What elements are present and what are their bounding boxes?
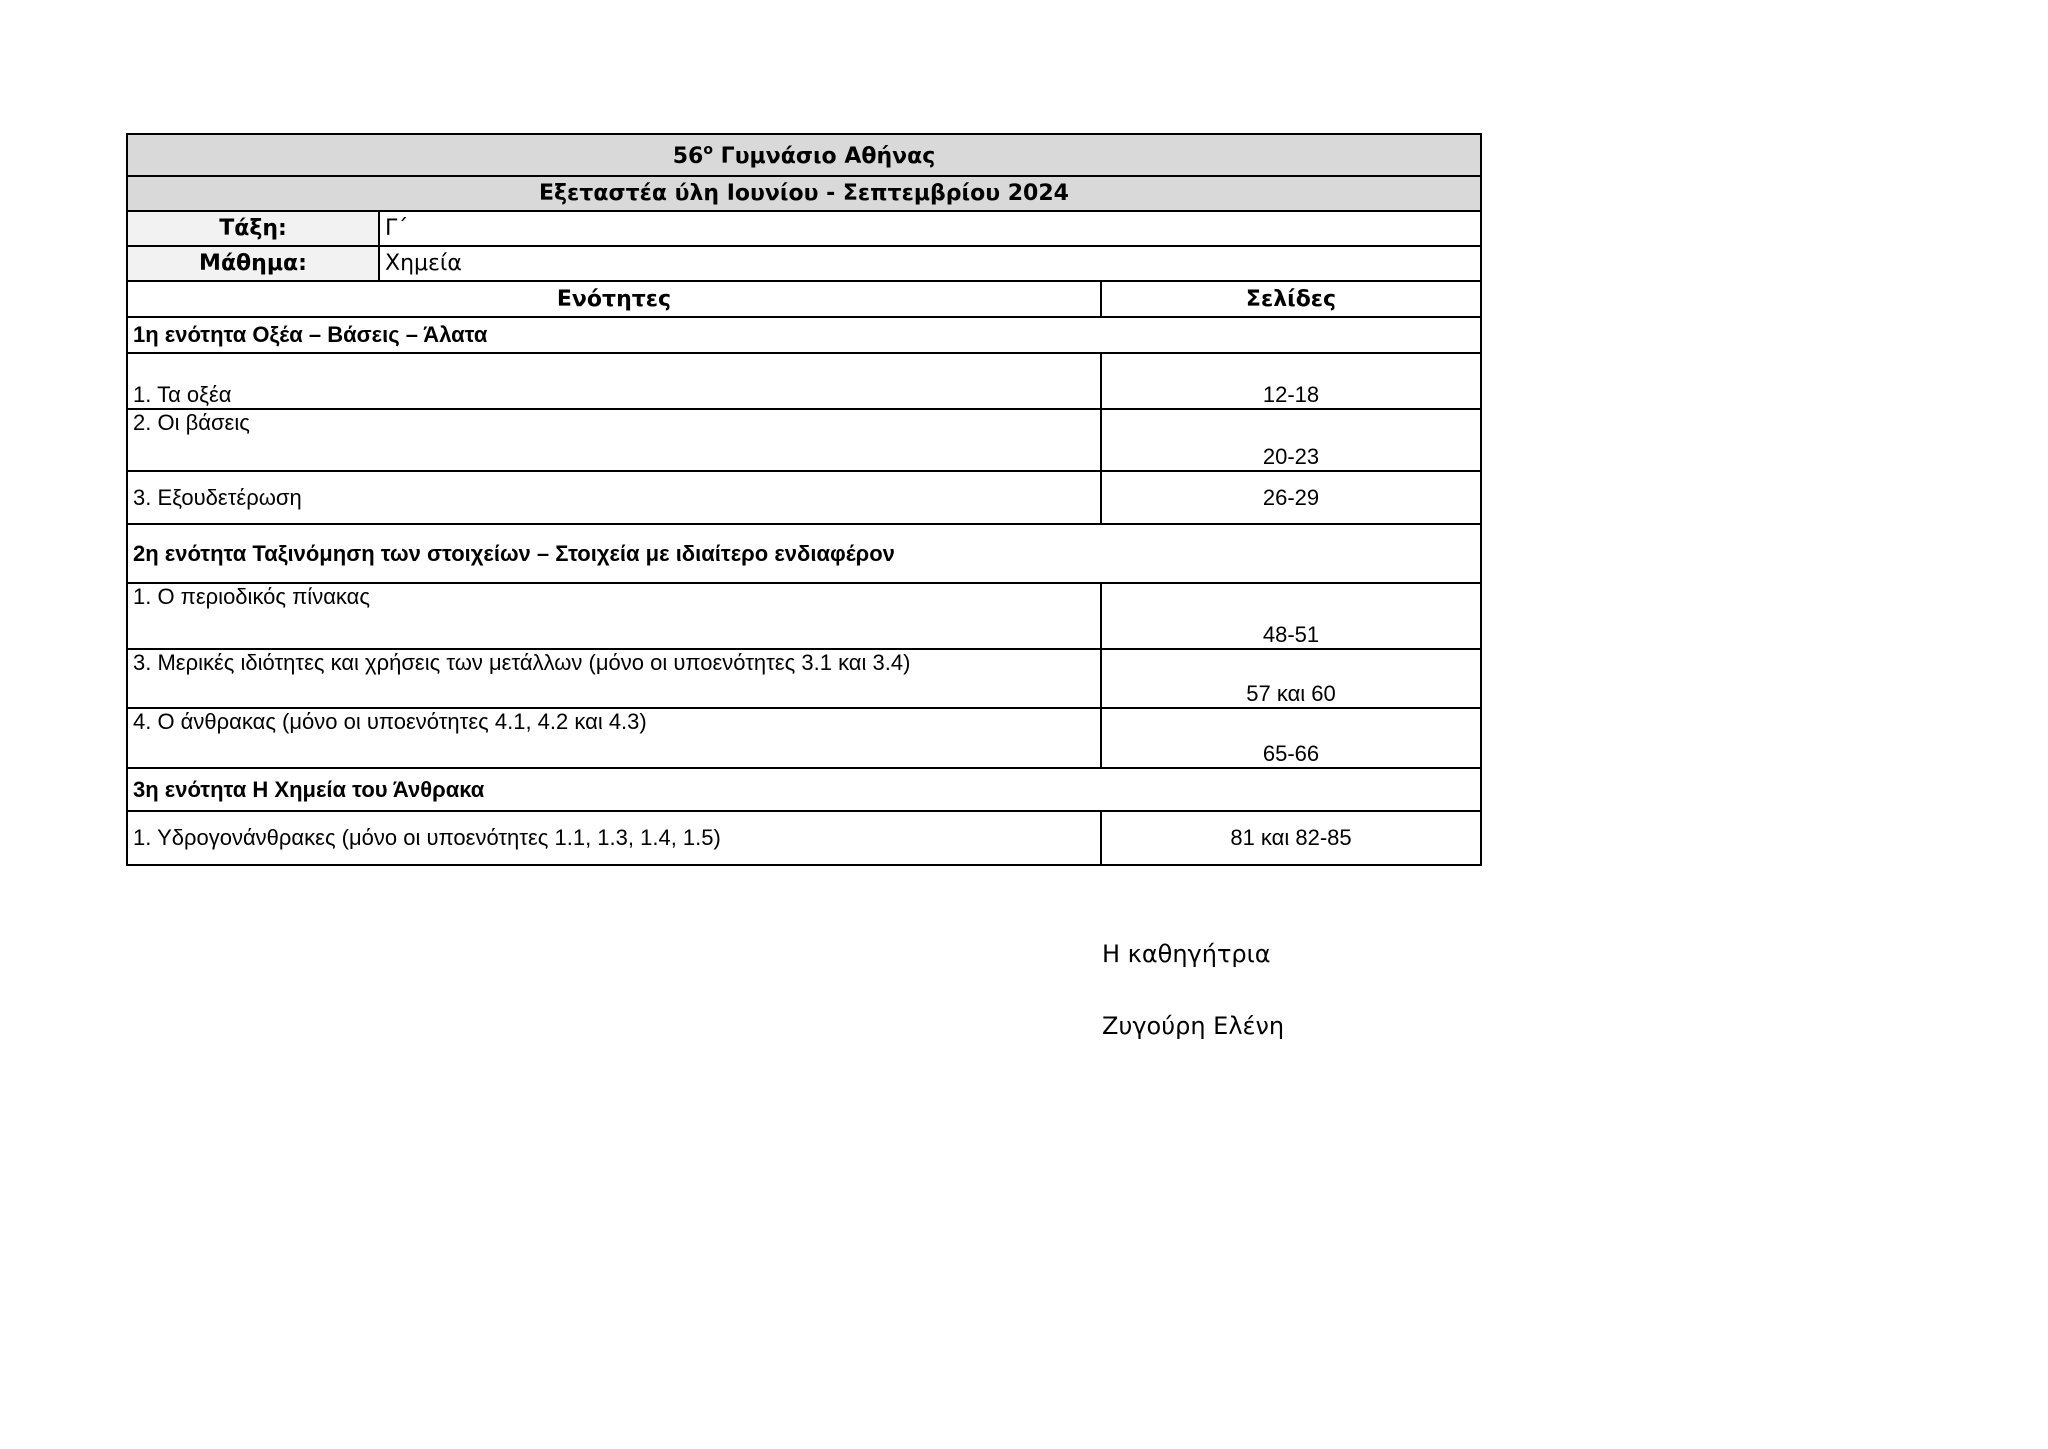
- school-number: 56: [672, 143, 704, 169]
- class-value: Γ΄: [379, 211, 1481, 246]
- table-row: [127, 471, 1481, 524]
- school-title: [127, 134, 1481, 176]
- unit-item-pages: 57 και 60: [1101, 649, 1481, 708]
- document-subtitle: Εξεταστέα ύλη Ιουνίου - Σεπτεμβρίου 2024: [127, 176, 1481, 211]
- pages-column-header: Σελίδες: [1101, 281, 1481, 317]
- syllabus-table: [126, 133, 1482, 866]
- table-row: [127, 811, 1481, 865]
- class-label: Τάξη:: [127, 211, 379, 246]
- unit-item-text: 1. Ο περιοδικός πίνακας: [127, 583, 1101, 649]
- unit-item-pages: 65-66: [1101, 708, 1481, 768]
- table-row: [127, 353, 1481, 409]
- units-column-header: Ενότητες: [127, 281, 1101, 317]
- column-header-row: [127, 281, 1481, 317]
- table-row: [127, 649, 1481, 708]
- unit-item-text: 2. Οι βάσεις: [127, 409, 1101, 471]
- unit-item-text: 3. Μερικές ιδιότητες και χρήσεις των μετάλλων (μόνο οι υποενότητες 3.1 και 3.4): [127, 649, 1101, 708]
- unit-item-pages: 48-51: [1101, 583, 1481, 649]
- table-row: [127, 583, 1481, 649]
- unit-title-row: [127, 524, 1481, 583]
- unit-title-row: [127, 317, 1481, 353]
- unit-title: 1η ενότητα Οξέα – Βάσεις – Άλατα: [127, 317, 1481, 353]
- unit-item-text: 4. Ο άνθρακας (μόνο οι υποενότητες 4.1, 4.2 και 4.3): [127, 708, 1101, 768]
- unit-item-pages: 26-29: [1101, 471, 1481, 524]
- subtitle-row: [127, 176, 1481, 211]
- subject-row: [127, 246, 1481, 281]
- class-row: [127, 211, 1481, 246]
- signature-name: Ζυγούρη Ελένη: [1102, 1012, 1285, 1040]
- school-name: Γυμνάσιο Αθήνας: [720, 143, 936, 169]
- signature-role: Η καθηγήτρια: [1102, 940, 1271, 968]
- subject-value: Χημεία: [379, 246, 1481, 281]
- unit-item-pages: 20-23: [1101, 409, 1481, 471]
- unit-item-pages: 12-18: [1101, 353, 1481, 409]
- school-row: [127, 134, 1481, 176]
- school-superscript: ο: [703, 141, 713, 158]
- unit-item-text: 1. Τα οξέα: [127, 353, 1101, 409]
- unit-title: 2η ενότητα Ταξινόμηση των στοιχείων – Στοιχεία με ιδιαίτερο ενδιαφέρον: [127, 524, 1481, 583]
- unit-item-text: 3. Εξουδετέρωση: [127, 471, 1101, 524]
- subject-label: Μάθημα:: [127, 246, 379, 281]
- unit-item-pages: 81 και 82-85: [1101, 811, 1481, 865]
- table-row: [127, 708, 1481, 768]
- unit-title-row: [127, 768, 1481, 811]
- unit-item-text: 1. Υδρογονάνθρακες (μόνο οι υποενότητες 1.1, 1.3, 1.4, 1.5): [127, 811, 1101, 865]
- table-row: [127, 409, 1481, 471]
- unit-title: 3η ενότητα Η Χημεία του Άνθρακα: [127, 768, 1481, 811]
